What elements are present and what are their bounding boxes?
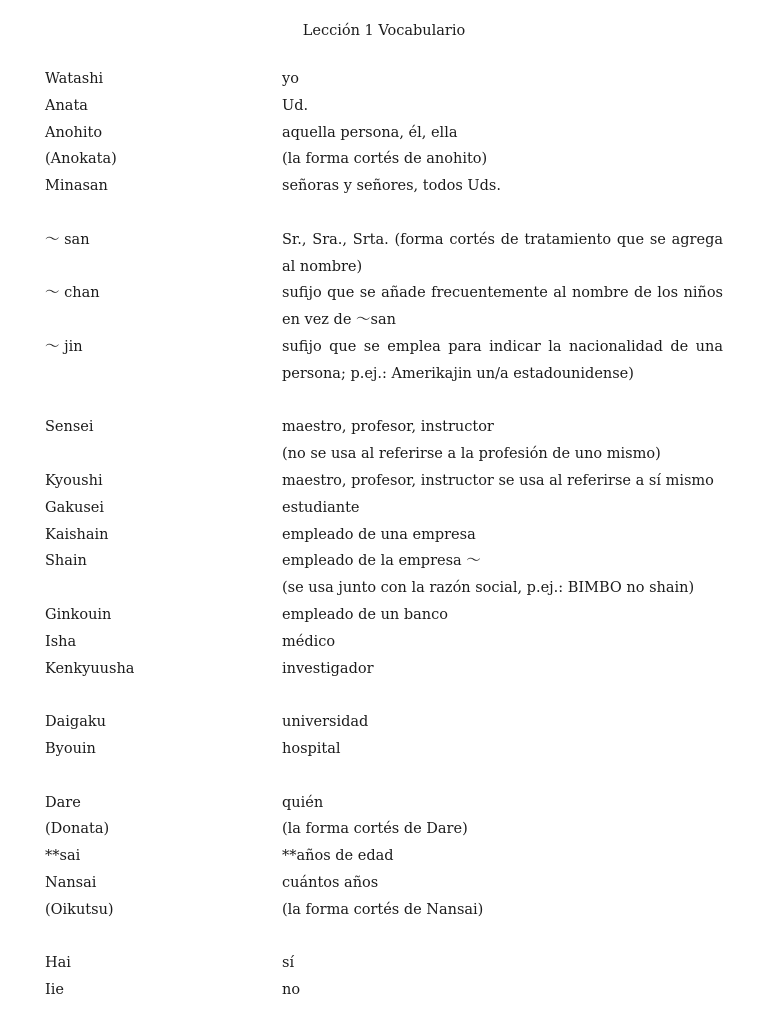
vocab-meaning: maestro, profesor, instructor xyxy=(282,419,494,436)
vocab-term: Shain xyxy=(45,553,87,570)
vocab-term: ～ chan xyxy=(45,285,100,302)
vocab-row xyxy=(45,468,723,495)
group-spacer xyxy=(45,200,723,227)
vocab-meaning: empleado de la empresa ～ xyxy=(282,553,481,570)
vocab-group xyxy=(45,950,723,1004)
vocab-term: Daigaku xyxy=(45,714,106,731)
vocab-row xyxy=(45,227,723,281)
vocab-meaning: hospital xyxy=(282,740,341,757)
group-spacer xyxy=(45,682,723,709)
vocab-term: (Donata) xyxy=(45,821,110,838)
vocab-row xyxy=(45,790,723,817)
vocab-row xyxy=(45,656,723,683)
vocab-meaning: estudiante xyxy=(282,499,360,516)
group-spacer xyxy=(45,388,723,415)
vocab-term: Anohito xyxy=(45,124,103,141)
group-spacer xyxy=(45,924,723,951)
vocab-group xyxy=(45,66,723,200)
vocab-meaning: sí xyxy=(282,955,295,972)
vocab-row xyxy=(45,897,723,924)
vocab-row xyxy=(45,495,723,522)
vocab-term: (Anokata) xyxy=(45,151,117,168)
page-title: Lección 1 Vocabulario xyxy=(302,23,466,39)
vocab-row xyxy=(45,843,723,870)
vocab-meaning: no xyxy=(282,982,301,999)
vocab-meaning: aquella persona, él, ella xyxy=(282,124,458,141)
vocab-term: Sensei xyxy=(45,419,94,436)
vocab-row xyxy=(45,950,723,977)
vocab-group xyxy=(45,790,723,924)
vocab-term: Kaishain xyxy=(45,526,109,543)
vocab-row xyxy=(45,280,723,334)
vocab-group xyxy=(45,709,723,763)
vocab-meaning: (se usa junto con la razón social, p.ej.: BIMBO no shain) xyxy=(282,580,695,597)
vocab-row xyxy=(45,629,723,656)
vocab-meaning: sufijo que se emplea para indicar la nacionalidad de una persona; p.ej.: Amerikajin un/a estadounidense) xyxy=(282,338,723,382)
vocab-meaning: empleado de una empresa xyxy=(282,526,476,543)
vocab-meaning: investigador xyxy=(282,660,374,677)
vocab-term: Kyoushi xyxy=(45,472,103,489)
vocab-meaning: **años de edad xyxy=(282,848,394,865)
vocab-row xyxy=(45,522,723,549)
vocab-meaning: médico xyxy=(282,633,336,650)
vocab-row xyxy=(45,977,723,1004)
vocab-term: **sai xyxy=(45,848,81,865)
vocab-meaning: (la forma cortés de anohito) xyxy=(282,151,488,168)
vocab-term: Kenkyuusha xyxy=(45,660,135,677)
vocab-term: Minasan xyxy=(45,178,108,195)
vocab-row xyxy=(45,709,723,736)
vocab-row xyxy=(45,146,723,173)
vocab-term: Ginkouin xyxy=(45,606,112,623)
vocab-row xyxy=(45,575,723,602)
vocab-term: Hai xyxy=(45,955,71,972)
vocab-row xyxy=(45,548,723,575)
vocab-row xyxy=(45,93,723,120)
vocab-group xyxy=(45,227,723,388)
vocab-term: Watashi xyxy=(45,71,104,87)
vocab-row xyxy=(45,334,723,388)
vocab-meaning: sufijo que se añade frecuentemente al nombre de los niños en vez de ～san xyxy=(282,285,723,329)
vocabulary-list xyxy=(45,66,723,1004)
vocab-row xyxy=(45,602,723,629)
vocab-row xyxy=(45,736,723,763)
vocab-row xyxy=(45,66,723,93)
vocab-row xyxy=(45,120,723,147)
vocab-meaning: Ud. xyxy=(282,97,309,114)
vocab-term: ～ san xyxy=(45,231,90,248)
vocab-meaning: cuántos años xyxy=(282,874,379,891)
vocab-meaning: (la forma cortés de Dare) xyxy=(282,821,468,838)
vocab-term: Anata xyxy=(45,97,88,114)
vocab-row xyxy=(45,870,723,897)
vocab-term: Gakusei xyxy=(45,499,105,516)
vocab-meaning: Sr., Sra., Srta. (forma cortés de tratamiento que se agrega al nombre) xyxy=(282,231,723,275)
vocab-meaning: señoras y señores, todos Uds. xyxy=(282,178,501,195)
vocab-term: Dare xyxy=(45,794,81,811)
vocab-term: Iie xyxy=(45,982,64,999)
vocab-group xyxy=(45,414,723,682)
vocab-row xyxy=(45,414,723,441)
vocab-row xyxy=(45,816,723,843)
vocab-meaning: empleado de un banco xyxy=(282,606,448,623)
vocab-term: Isha xyxy=(45,633,77,650)
vocab-term: (Oikutsu) xyxy=(45,901,114,918)
vocab-row xyxy=(45,441,723,468)
vocab-meaning: yo xyxy=(282,71,299,87)
vocab-meaning: (no se usa al referirse a la profesión de uno mismo) xyxy=(282,446,661,463)
vocab-meaning: quién xyxy=(282,794,324,811)
vocab-meaning: universidad xyxy=(282,714,369,731)
vocab-term: Byouin xyxy=(45,740,96,757)
vocab-meaning: (la forma cortés de Nansai) xyxy=(282,901,484,918)
group-spacer xyxy=(45,763,723,790)
vocab-meaning: maestro, profesor, instructor se usa al referirse a sí mismo xyxy=(282,472,714,489)
vocab-row xyxy=(45,173,723,200)
vocab-term: ～ jin xyxy=(45,338,83,355)
vocab-term: Nansai xyxy=(45,874,97,891)
